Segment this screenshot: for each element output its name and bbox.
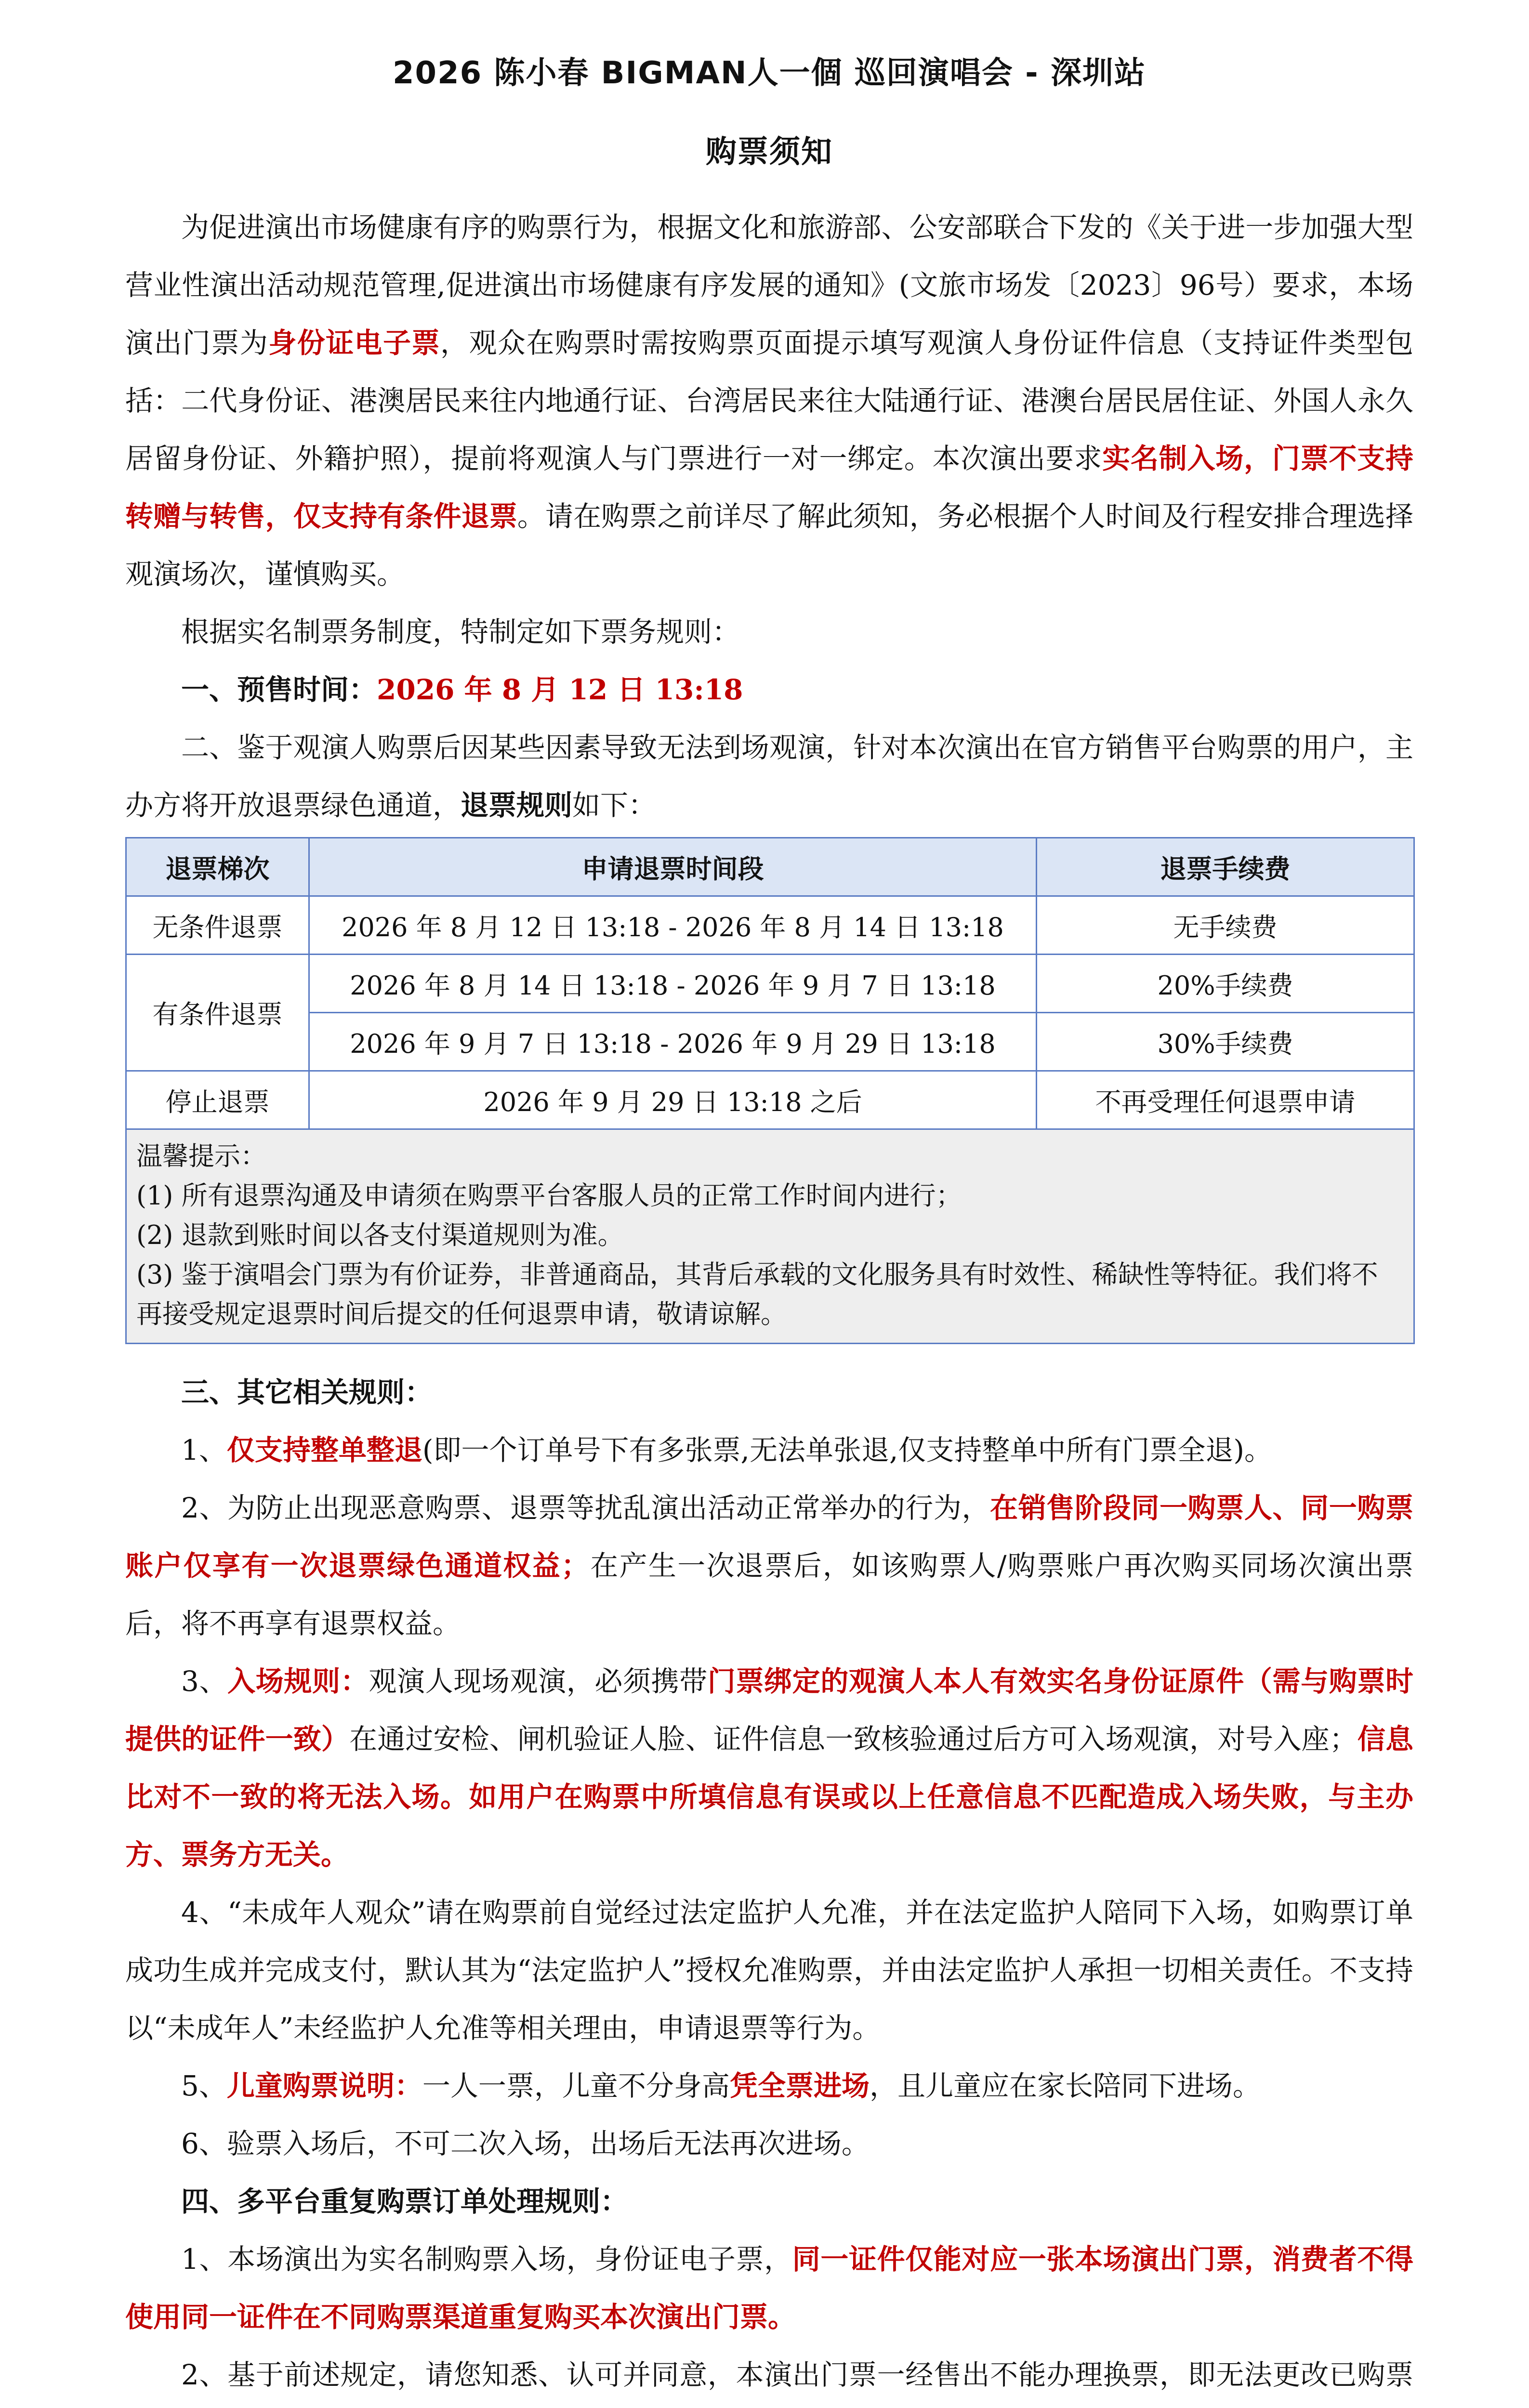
table-row bbox=[126, 1013, 1414, 1071]
intro-text: ，观众在购票时需按购票页面提示填写观演人身份证件信息（支持证件类型包括：二代身份证、港澳居民来往内地通行证、台湾居民来往大陆通行证、港澳台居民居住证、外国人永久居留身份证、外籍护照），提前将观演人与门票进行一对一绑定。本次演出要求 bbox=[125, 327, 1413, 475]
header-tier: 退票梯次 bbox=[126, 838, 309, 896]
refund-rules-label: 退票规则 bbox=[461, 789, 573, 822]
rule-highlight: 门票绑定的观演人本人有效实名身份证原件（需与购票时提供的证件一致） bbox=[125, 1665, 1413, 1755]
sec3-rule-5 bbox=[125, 2057, 1413, 2115]
sec3-rule-4: 4、“未成年人观众”请在购票前自觉经过法定监护人允准，并在法定监护人陪同下入场，如购票订单成功生成并完成支付，默认其为“法定监护人”授权允准购票，并由法定监护人承担一切相关责任。不支持以“未成年人”未经监护人允准等相关理由，申请退票等行为。 bbox=[125, 1896, 1413, 2044]
rule-highlight: 同一证件仅能对应一张本场演出门票，消费者不得使用同一证件在不同购票渠道重复购买本次演出门票。 bbox=[125, 2243, 1413, 2333]
refund-intro-text: 如下： bbox=[572, 789, 657, 822]
header-period: 申请退票时间段 bbox=[309, 838, 1037, 896]
rule-text: 2、为防止出现恶意购票、退票等扰乱演出活动正常举办的行为， bbox=[181, 1492, 990, 1524]
refund-intro-text: 二、鉴于观演人购票后因某些因素导致无法到场观演，针对本次演出在官方销售平台购票的用户，主办方将开放退票绿色通道， bbox=[125, 731, 1413, 822]
presale-label: 一、预售时间： bbox=[181, 673, 377, 706]
rule-highlight: 儿童购票说明： bbox=[226, 2069, 422, 2102]
intro-text: 。请在购票之前详尽了解此须知，务必根据个人时间及行程安排合理选择观演场次，谨慎购买。 bbox=[125, 500, 1413, 590]
sec3-rule-2 bbox=[125, 1479, 1413, 1652]
section-4-heading: 四、多平台重复购票订单处理规则： bbox=[181, 2185, 629, 2218]
header-fee: 退票手续费 bbox=[1037, 838, 1414, 896]
period-cell: 2026 年 8 月 14 日 13:18 - 2026 年 9 月 7 日 13:18 bbox=[309, 955, 1037, 1013]
intro-highlight-realname: 实名制入场，门票不支持转赠与转售，仅支持有条件退票 bbox=[125, 442, 1413, 533]
note-item: (3) 鉴于演唱会门票为有价证券，非普通商品，其背后承载的文化服务具有时效性、稀缺性等特征。我们将不再接受规定退票时间后提交的任何退票申请，敬请谅解。 bbox=[136, 1259, 1378, 1329]
rule-highlight: 入场规则： bbox=[227, 1665, 369, 1698]
presale-line bbox=[125, 661, 1413, 719]
note-title: 温馨提示： bbox=[136, 1141, 266, 1171]
rule-number: 3、 bbox=[181, 1665, 228, 1698]
fee-cell: 20%手续费 bbox=[1037, 955, 1414, 1013]
fee-cell: 无手续费 bbox=[1037, 896, 1414, 955]
period-cell: 2026 年 9 月 7 日 13:18 - 2026 年 9 月 29 日 13:18 bbox=[309, 1013, 1037, 1071]
rule-number: 1、 bbox=[181, 1434, 227, 1466]
period-cell: 2026 年 8 月 12 日 13:18 - 2026 年 8 月 14 日 13:18 bbox=[309, 896, 1037, 955]
table-notes-row bbox=[126, 1129, 1414, 1344]
refund-table bbox=[125, 837, 1415, 1344]
sec3-rule-3 bbox=[125, 1652, 1413, 1884]
rule-text: 在通过安检、闸机验证人脸、证件信息一致核验通过后方可入场观演，对号入座； bbox=[349, 1723, 1358, 1755]
rule-text: 1、本场演出为实名制购票入场，身份证电子票， bbox=[181, 2243, 792, 2276]
rule-text: ，且儿童应在家长陪同下进场。 bbox=[869, 2069, 1261, 2102]
section-3-heading: 三、其它相关规则： bbox=[181, 1376, 433, 1409]
rule-highlight: 凭全票进场 bbox=[729, 2069, 870, 2102]
rule-number: 5、 bbox=[181, 2069, 227, 2102]
rule-text: 一人一票，儿童不分身高 bbox=[422, 2069, 730, 2102]
page-subtitle: 购票须知 bbox=[706, 134, 833, 170]
rule-highlight: 仅支持整单整退 bbox=[226, 1434, 422, 1466]
note-item: (1) 所有退票沟通及申请须在购票平台客服人员的正常工作时间内进行； bbox=[136, 1180, 962, 1211]
tier-cell: 无条件退票 bbox=[126, 896, 309, 955]
fee-cell: 不再受理任何退票申请 bbox=[1037, 1071, 1414, 1129]
tier-cell: 有条件退票 bbox=[126, 955, 309, 1071]
rule-text: (即一个订单号下有多张票,无法单张退,仅支持整单中所有门票全退)。 bbox=[422, 1434, 1273, 1466]
page-title: 2026 陈小春 BIGMAN人一個 巡回演唱会 - 深圳站 bbox=[393, 55, 1146, 91]
fee-cell: 30%手续费 bbox=[1037, 1013, 1414, 1071]
rule-text: 观演人现场观演，必须携带 bbox=[369, 1665, 708, 1698]
rule-text: 2、基于前述规定，请您知悉、认可并同意，本演出门票一经售出不能办理换票，即无法更改已购票 bbox=[181, 2358, 1413, 2391]
presale-time: 2026 年 8 月 12 日 13:18 bbox=[377, 673, 743, 706]
table-row bbox=[126, 955, 1414, 1013]
intro-text: 为促进演出市场健康有序的购票行为，根据文化和旅游部、公安部联合下发的《关于进一步加强大型营业性演出活动规范管理,促进演出市场健康有序发展的通知》(文旅市场发〔2023〕96号）要求，本场演出门票为 bbox=[125, 211, 1413, 359]
intro-highlight-ticket-type: 身份证电子票 bbox=[268, 327, 441, 359]
intro-paragraph bbox=[125, 198, 1413, 603]
table-row bbox=[126, 896, 1414, 955]
period-cell: 2026 年 9 月 29 日 13:18 之后 bbox=[309, 1071, 1037, 1129]
table-header-row bbox=[126, 838, 1414, 896]
sec4-rule-2 bbox=[125, 2346, 1413, 2408]
rule-highlight: 在销售阶段同一购票人、同一购票账户仅享有一次退票绿色通道权益； bbox=[125, 1492, 1413, 1582]
refund-intro bbox=[125, 719, 1413, 834]
rule-highlight: 信息比对不一致的将无法入场。如用户在购票中所填信息有误或以上任意信息不匹配造成入场失败，与主办方、票务方无关。 bbox=[125, 1723, 1413, 1871]
note-item: (2) 退款到账时间以各支付渠道规则为准。 bbox=[136, 1220, 624, 1250]
sec3-rule-1 bbox=[125, 1421, 1413, 1479]
table-notes bbox=[126, 1129, 1414, 1344]
sec4-rule-1 bbox=[125, 2230, 1413, 2346]
sec3-rule-6: 6、验票入场后，不可二次入场，出场后无法再次进场。 bbox=[181, 2127, 870, 2160]
tier-cell: 停止退票 bbox=[126, 1071, 309, 1129]
intro-rules-lead: 根据实名制票务制度，特制定如下票务规则： bbox=[181, 615, 740, 648]
table-row bbox=[126, 1071, 1414, 1129]
rule-text: 在产生一次退票后，如该购票人/购票账户再次购买同场次演出票后，将不再享有退票权益。 bbox=[125, 1549, 1413, 1640]
